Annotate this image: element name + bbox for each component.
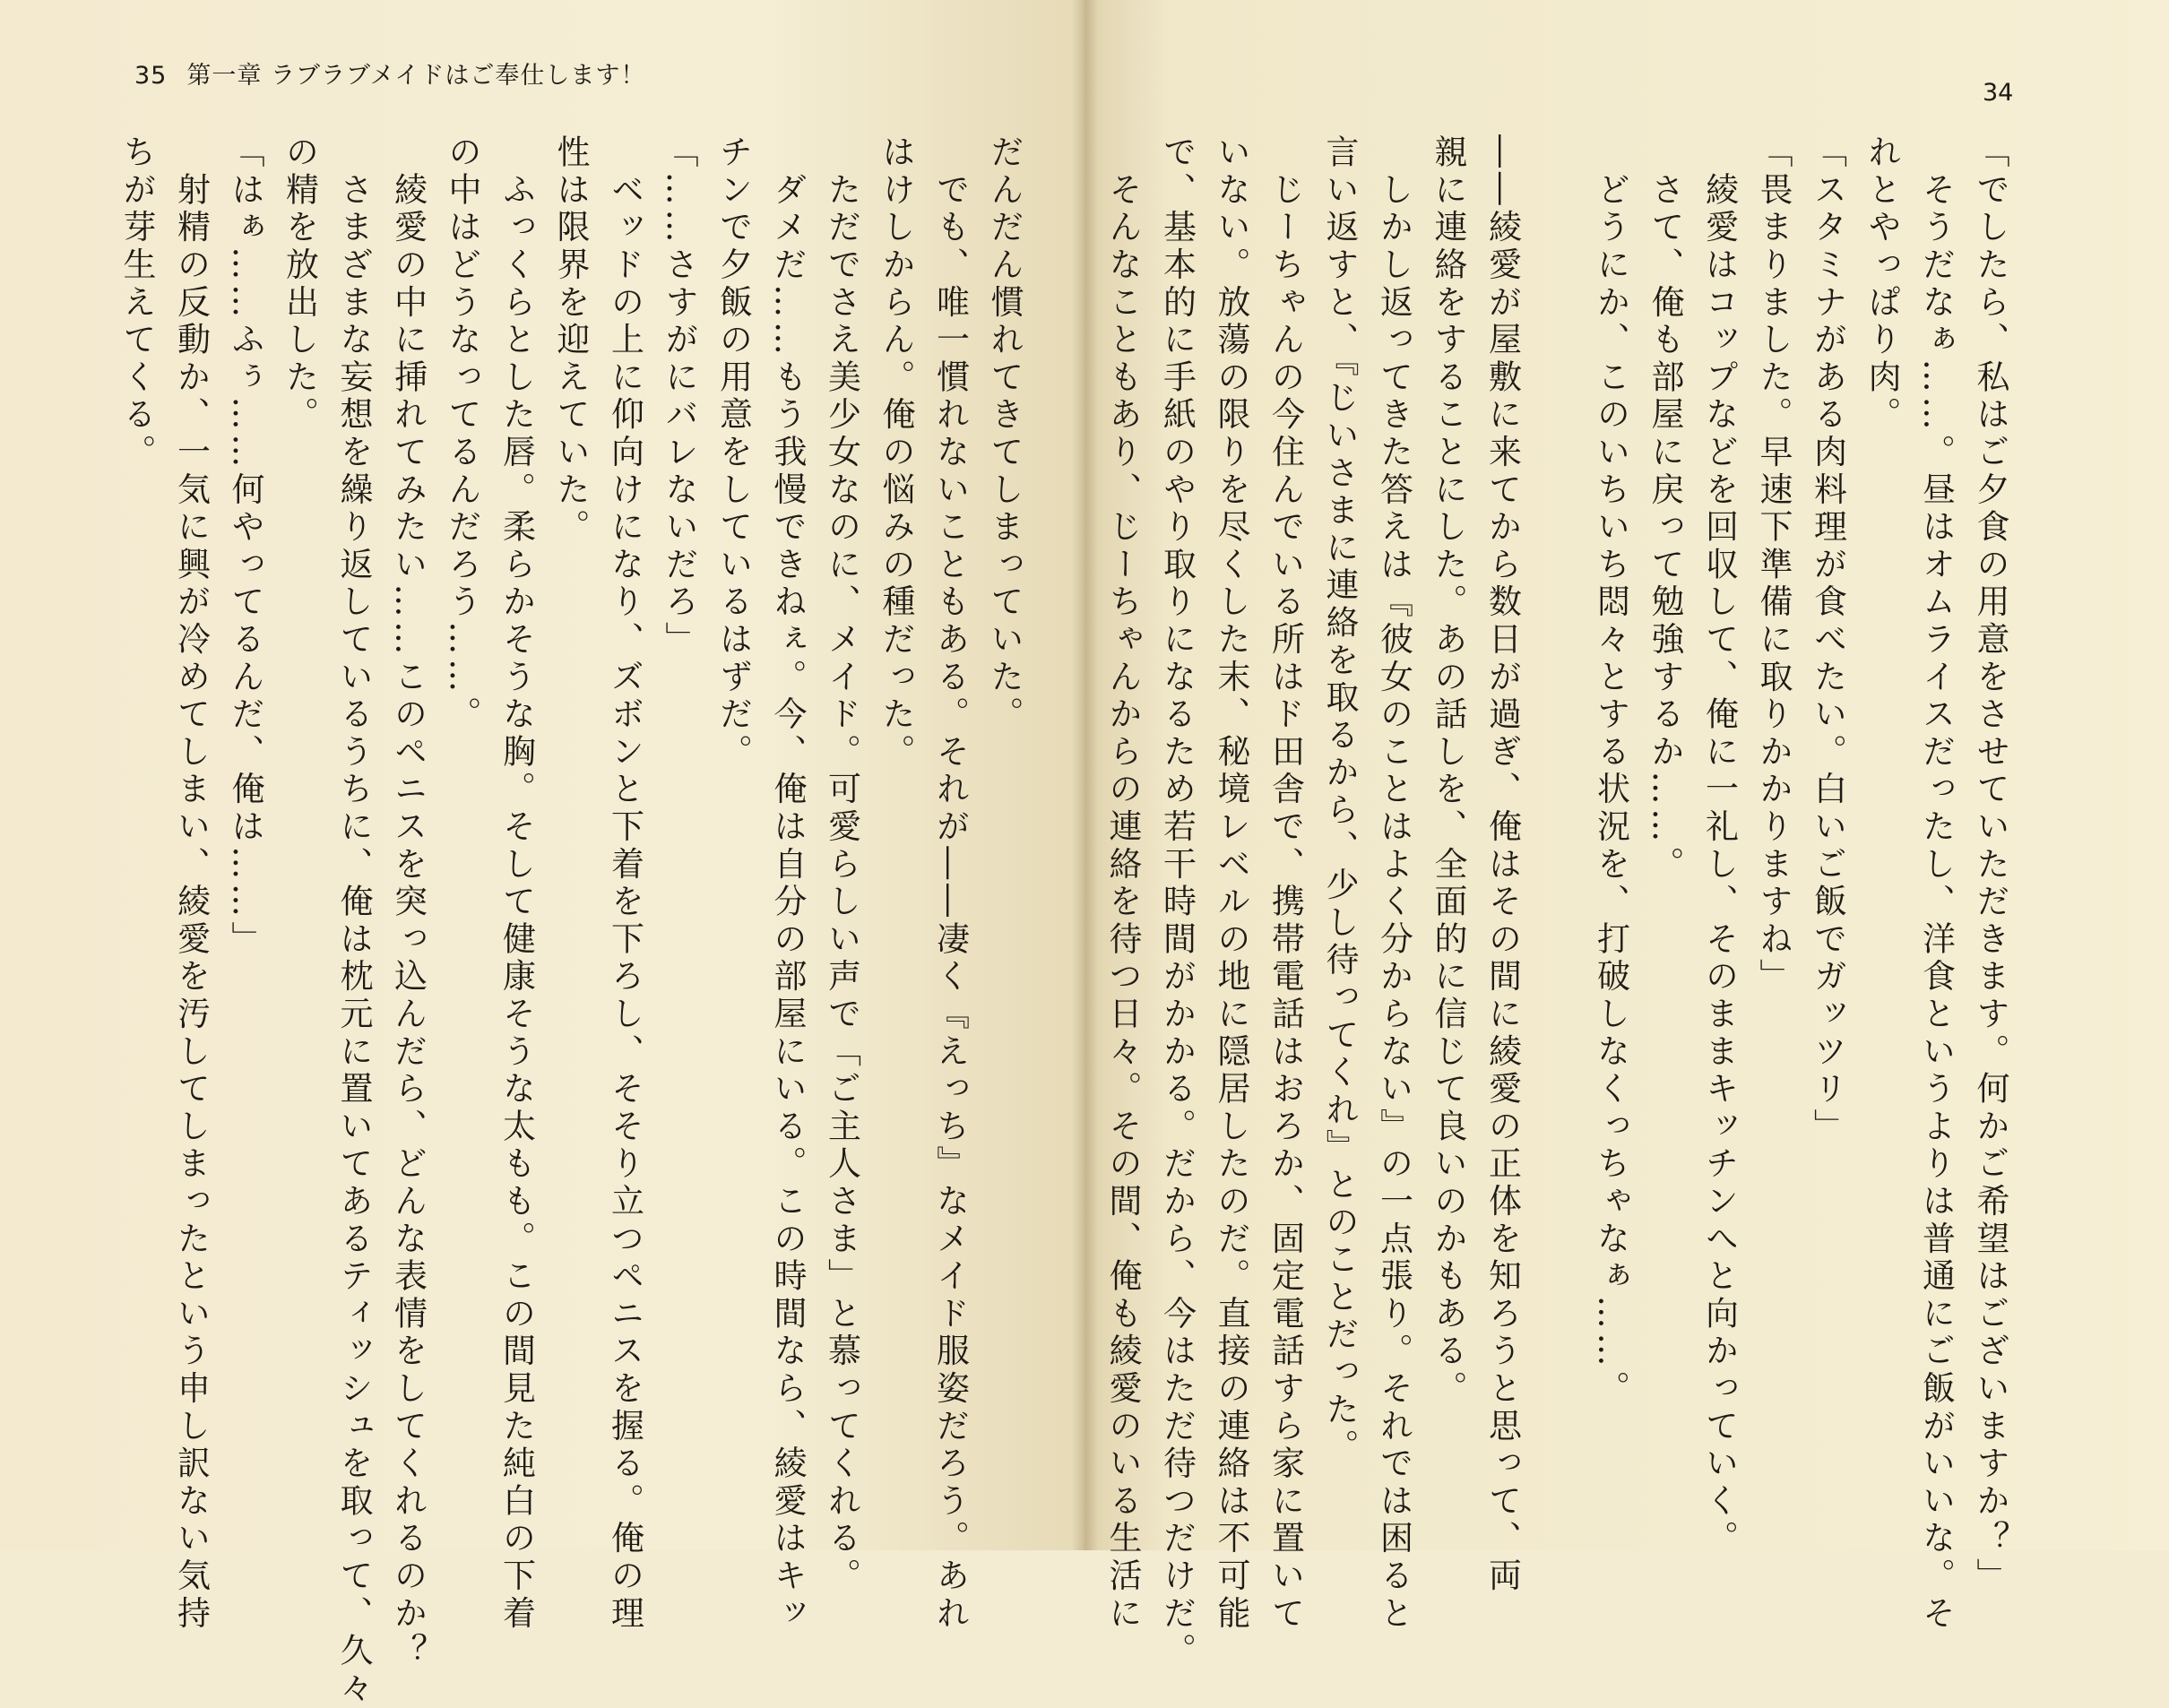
text-line: 「はぁ……ふぅ……何やってるんだ、俺は……」 [226,134,264,959]
blank-line [1529,134,1584,1514]
left-page-number: 35 [134,62,168,90]
text-line: でも、唯一慣れないこともある。それが――凄く『えっち』なメイド服姿だろう。あれ [930,134,970,1633]
text-line: 綾愛はコップなどを回収して、俺に一礼し、そのままキッチンへと向かっていく。 [1699,134,1739,1558]
text-line: 射精の反動か、一気に興が冷めてしまい、綾愛を汚してしまったという申し訳ない気持 [171,134,211,1633]
text-line: で、基本的に手紙のやり取りになるため若干時間がかかる。だから、今はただ待つだけだ。 [1157,134,1197,1670]
right-page-body [1103,134,2017,1670]
text-line: どうにか、このいちいち悶々とする状況を、打破しなくっちゃなぁ……。 [1591,134,1630,1409]
text-line: さて、俺も部屋に戻って勉強するか……。 [1646,134,1684,884]
right-page-number: 34 [1983,79,2014,107]
text-line: 性は限界を迎えていた。 [551,134,590,547]
text-line: ――綾愛が屋敷に来てから数日が過ぎ、俺はその間に綾愛の正体を知ろうと思って、両 [1482,134,1522,1596]
text-line: 「……さすがにバレないだろ」 [660,134,698,660]
text-line: の中はどうなってるんだろう……。 [443,134,481,734]
text-line: れとやっぱり肉。 [1862,134,1901,435]
text-line: チンで夕飯の用意をしているはずだ。 [713,134,753,772]
text-line: 「畏まりました。早速下準備に取りかかりますね」 [1754,134,1793,996]
text-line: ちが芽生えてくる。 [117,134,156,472]
text-line: じーちゃんの今住んでいる所はド田舎で、携帯電話はおろか、固定電話すら家に置いて [1266,134,1305,1633]
text-line: ふっくらとした唇。柔らかそうな胸。そして健康そうな太もも。この間見た純白の下着 [497,134,536,1633]
running-head [134,56,645,91]
left-page-body [117,134,1031,1708]
text-line: ただでさえ美少女なのに、メイド。可愛らしい声で「ご主人さま」と慕ってくれる。 [822,134,861,1596]
text-line: ベッドの上に仰向けになり、ズボンと下着を下ろし、そそり立つペニスを握る。俺の理 [605,134,644,1633]
text-line: 親に連絡をすることにした。あの話しを、全面的に信じて良いのかもある。 [1429,134,1467,1409]
chapter-title: 第一章 ラブラブメイドはご奉仕します！ [186,62,646,90]
text-line: はけしからん。俺の悩みの種だった。 [877,134,915,772]
text-line: そんなこともあり、じーちゃんからの連絡を待つ日々。その間、俺も綾愛のいる生活に [1103,134,1142,1633]
text-line: の精を放出した。 [280,134,319,435]
text-line: 「スタミナがある肉料理が食べたい。白いご飯でガッツリ」 [1808,134,1847,1146]
text-line: さまざまな妄想を繰り返しているうちに、俺は枕元に置いてあるティッシュを取って、久々 [334,134,373,1708]
text-line: ダメだ……もう我慢できねぇ。今、俺は自分の部屋にいる。この時間なら、綾愛はキッ [768,134,807,1633]
text-line: いない。放蕩の限りを尽くした末、秘境レベルの地に隠居したのだ。直接の連絡は不可能 [1212,134,1250,1633]
text-line: しかし返ってきた答えは『彼女のことはよく分からない』の一点張り。それでは困ると [1374,134,1413,1633]
text-line: 綾愛の中に挿れてみたい……このペニスを突っ込んだら、どんな表情をしてくれるのか？ [388,134,428,1670]
text-line: 言い返すと、『じいさまに連絡を取るから、少し待ってくれ』とのことだった。 [1320,134,1359,1467]
text-line: そうだなぁ……。昼はオムライスだったし、洋食というよりは普通にご飯がいいな。そ [1916,134,1956,1633]
text-line: 「でしたら、私はご夕食の用意をさせていただきます。何かご希望はございますか？」 [1971,134,2009,1596]
text-line: だんだん慣れてきてしまっていた。 [985,134,1024,734]
